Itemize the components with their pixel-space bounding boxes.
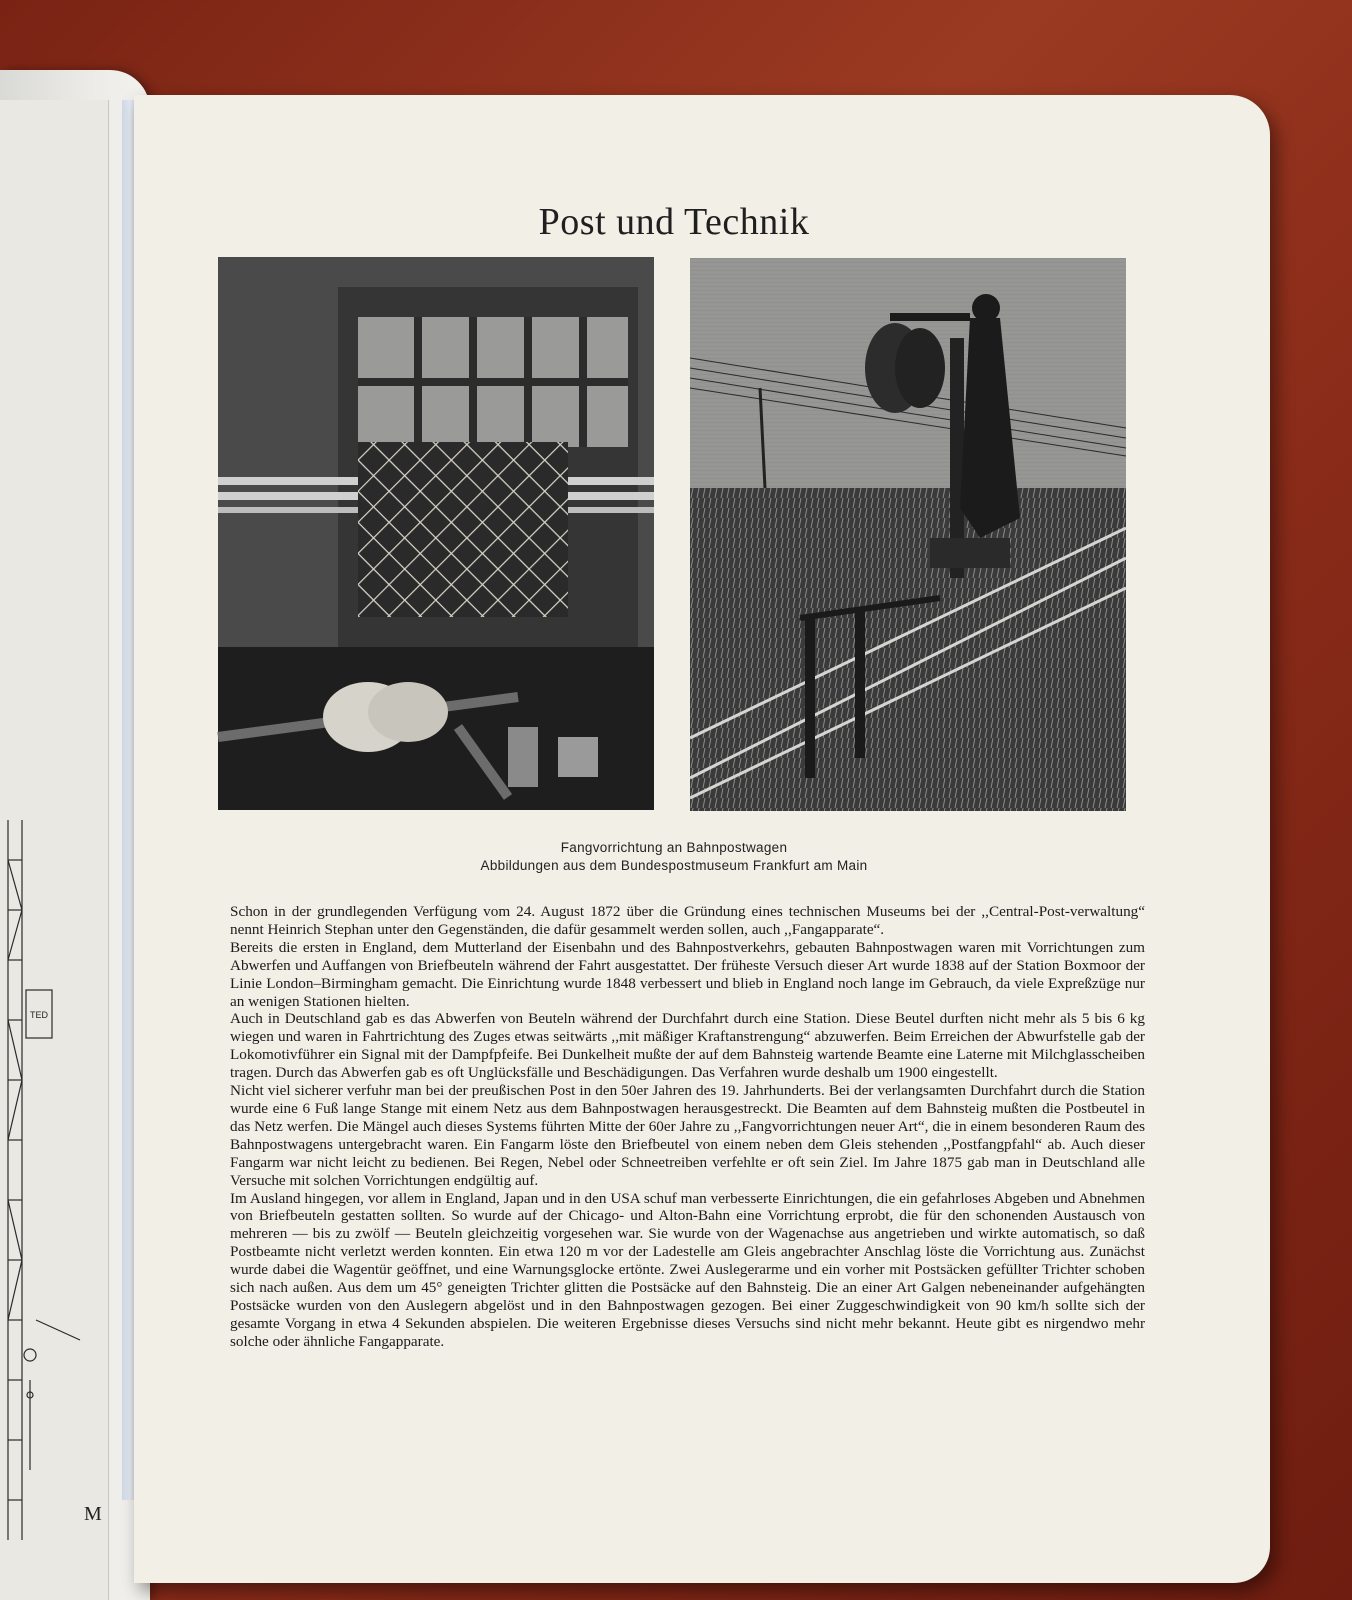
engraving-postal-worker — [690, 258, 1126, 811]
article-body — [230, 903, 1145, 1351]
paragraph: Im Ausland hingegen, vor allem in England, Japan und in den USA schuf man verbesserte Einrichtungen, die ein gefahrloses Abgeben und Abnehmen von Briefbeuteln gestatten sollten. So wurde auf der Chicago- und Alton-Bahn eine Vorrichtung erprobt, die für den schonenden Austausch von mehreren — bis zu zwölf — Beuteln gleichzeitig vorgesehen war. Sie wurde von der Wagenachse aus angetrieben und wirkte automatisch, so daß Postbeamte nicht verletzt werden konnten. Ein etwa 120 m vor der Ladestelle am Gleis angebrachter Anschlag löste die Vorrichtung aus. Zunächst wurde dabei die Wagentür geöffnet, und eine Warnungsglocke ertönte. Zwei Auslegerarme und ein vorher mit Postsäcken gefüllter Trichter schoben sich nach außen. Aus dem um 45° geneigten Trichter glitten die Postsäcke auf den Bahnsteig. Die an einer Art Galgen nebeneinander aufgehängten Postsäcke wurden von den Auslegern abgelöst und in den Bahnpostwagen gezogen. Bei einer Zuggeschwindigkeit von 90 km/h sollte sich der gesamte Vorgang in etwa 4 Sekunden abspielen. Die weiteren Ergebnisse dieses Versuchs sind nicht mehr bekannt. Heute gibt es nirgendwo mehr solche oder ähnliche Fangapparate. — [230, 1189, 1145, 1350]
technical-drawing — [0, 820, 100, 1540]
margin-mark: M — [84, 1503, 102, 1525]
photo-mail-car-net — [218, 257, 654, 810]
paragraph: Bereits die ersten in England, dem Mutterland der Eisenbahn und des Bahnpostverkehrs, gebauten Bahnpostwagen waren mit Vorrichtungen zum Abwerfen und Auffangen von Briefbeuteln während der Fahrt ausgestattet. Der früheste Versuch dieser Art wurde 1838 auf der Station Boxmoor der Linie London–Birmingham gemacht. Die Einrichtung wurde 1848 verbessert und blieb in England noch lange im Gebrauch, da viele Expreßzüge nur an wenigen Stationen hielten. — [230, 938, 1145, 1010]
left-page-sheet — [0, 100, 109, 1600]
paragraph: Auch in Deutschland gab es das Abwerfen von Beuteln während der Durchfahrt durch eine Station. Diese Beutel durften nicht mehr als 5 bis 6 kg wiegen und waren in Fahrtrichtung des Zuges etwas seitwärts ,,mit mäßiger Kraftanstrengung“ abzuwerfen. Beim Erreichen der Abwurfstelle gab der Lokomotivführer ein Signal mit der Dampfpfeife. Bei Dunkelheit mußte der auf dem Bahnsteig wartende Beamte eine Laterne mit Milchglasscheiben tragen. Durch das Abwerfen gab es oft Unglücksfälle und Beschädigungen. Das Verfahren wurde deshalb um 1900 eingestellt. — [230, 1010, 1145, 1082]
book-page — [134, 95, 1270, 1583]
paragraph: Nicht viel sicherer verfuhr man bei der preußischen Post in den 50er Jahren des 19. Jahrhunderts. Bei der verlangsamten Durchfahrt durch die Station wurde eine 6 Fuß lange Stange mit einem Netz aus dem Bahnpostwagen herausgestreckt. Die Beamten auf dem Bahnsteig mußten die Postbeutel in das Netz werfen. Die Mängel auch dieses Systems führten Mitte der 60er Jahre zu ,,Fangvorrichtungen neuer Art“, die in einem besonderen Raum des Bahnpostwagens untergebracht waren. Ein Fangarm löste den Briefbeutel von einem neben dem Gleis stehenden ,,Postfangpfahl“ ab. Auch dieser Fangarm war nicht leicht zu bedienen. Bei Regen, Nebel oder Schneetreiben verfehlte er oft sein Ziel. Im Jahre 1875 gab man in Deutschland alle Versuche mit solchen Vorrichtungen endgültig auf. — [230, 1082, 1145, 1189]
figure-caption-source: Abbildungen aus dem Bundespostmuseum Frankfurt am Main — [480, 858, 868, 873]
label-box-text: TED — [30, 1010, 48, 1020]
page-title: Post und Technik — [538, 201, 810, 243]
paragraph: Schon in der grundlegenden Verfügung vom 24. August 1872 über die Gründung eines technischen Museums bei der ,,Central-Post-verwaltung“ nennt Heinrich Stephan unter den Gegenständen, die dafür gesammelt werden sollen, auch ,,Fangapparate“. — [230, 903, 1145, 938]
figure-caption-title: Fangvorrichtung an Bahnpostwagen — [560, 840, 788, 855]
